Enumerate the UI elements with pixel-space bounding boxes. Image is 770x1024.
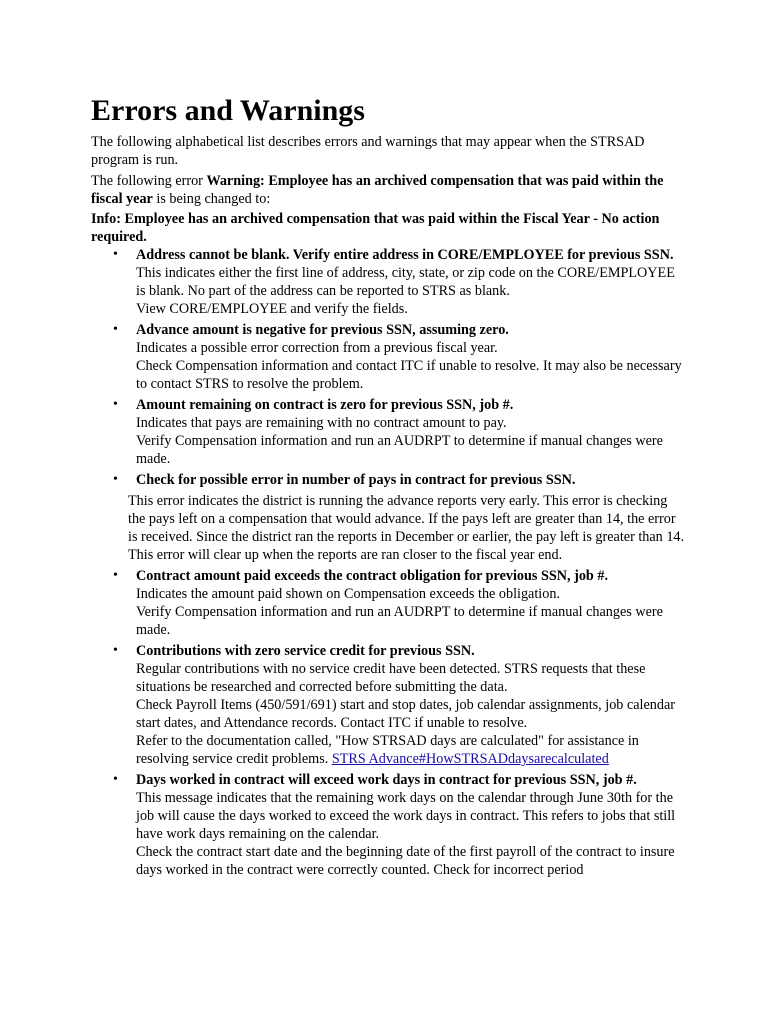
error-description: Regular contributions with no service credit have been detected. STRS requests that these situations be researched and corrected before submitting the data. (136, 661, 646, 695)
list-item (0, 771, 686, 879)
error-description: This message indicates that the remaining work days on the calendar through June 30th for the job will cause the days worked to exceed the work days in contract. This refers to jobs that still have work days remaining on the calendar. (136, 790, 676, 842)
error-title: • Contributions with zero service credit for previous SSN. (136, 643, 475, 659)
error-description: Indicates the amount paid shown on Compensation exceeds the obligation. (136, 586, 560, 602)
page-title: Errors and Warnings (91, 94, 365, 127)
change-notice-suffix: is being changed to: (152, 191, 271, 207)
error-title: • Advance amount is negative for previous SSN, assuming zero. (136, 322, 509, 338)
list-item (0, 642, 686, 768)
change-notice-paragraph (91, 172, 691, 208)
error-description: Verify Compensation information and run an AUDRPT to determine if manual changes were made. (136, 604, 663, 638)
error-description: Check the contract start date and the beginning date of the first payroll of the contract to insure days worked in the contract were correctly counted. Check for incorrect period (136, 844, 675, 878)
error-description: Check Compensation information and contact ITC if unable to resolve. It may also be necessary to contact STRS to resolve the problem. (136, 358, 682, 392)
strs-advance-link[interactable]: STRS Advance#HowSTRSADdaysarecalculated (331, 751, 609, 767)
error-title: • Address cannot be blank. Verify entire address in CORE/EMPLOYEE for previous SSN. (136, 247, 674, 263)
reference-text: Refer to the documentation called, "How STRSAD days are calculated" for assistance in resolving service credit problems. (136, 733, 639, 767)
error-description: Check Payroll Items (450/591/691) start and stop dates, job calendar assignments, job calendar start dates, and Attendance records. Contact ITC if unable to resolve. (136, 697, 675, 731)
intro-paragraph: The following alphabetical list describes errors and warnings that may appear when the STRSAD program is run. (91, 134, 645, 168)
error-reference (136, 732, 686, 768)
error-title: • Amount remaining on contract is zero for previous SSN, job #. (136, 397, 514, 413)
error-title: • Days worked in contract will exceed work days in contract for previous SSN, job #. (136, 772, 637, 788)
error-description: Indicates that pays are remaining with no contract amount to pay. (136, 415, 507, 431)
list-item (0, 471, 686, 564)
list-item (0, 321, 686, 393)
change-notice-prefix: The following error (91, 173, 207, 189)
error-description: Indicates a possible error correction from a previous fiscal year. (136, 340, 498, 356)
error-title: • Contract amount paid exceeds the contract obligation for previous SSN, job #. (136, 568, 608, 584)
errors-list (0, 246, 770, 879)
new-info-message: Info: Employee has an archived compensation that was paid within the Fiscal Year - No action required. (91, 211, 660, 245)
list-item (0, 567, 686, 639)
error-description: View CORE/EMPLOYEE and verify the fields. (136, 301, 408, 317)
error-description: Verify Compensation information and run an AUDRPT to determine if manual changes were made. (136, 433, 663, 467)
list-item (0, 246, 686, 318)
error-description: This error indicates the district is running the advance reports very early. This error is checking the pays left on a compensation that would advance. If the pays left are greater than 14, the error is received. Since the district ran the reports in December or earlier, the pay left is greater than 14. This error will clear up when the reports are ran closer to the fiscal year end. (128, 493, 685, 563)
error-description: This indicates either the first line of address, city, state, or zip code on the CORE/EMPLOYEE is blank. No part of the address can be reported to STRS as blank. (136, 265, 675, 299)
list-item (0, 396, 686, 468)
original-warning-text: Warning: Employee has an archived compensation that was paid within the fiscal year (91, 173, 664, 207)
error-title: • Check for possible error in number of pays in contract for previous SSN. (136, 472, 576, 488)
